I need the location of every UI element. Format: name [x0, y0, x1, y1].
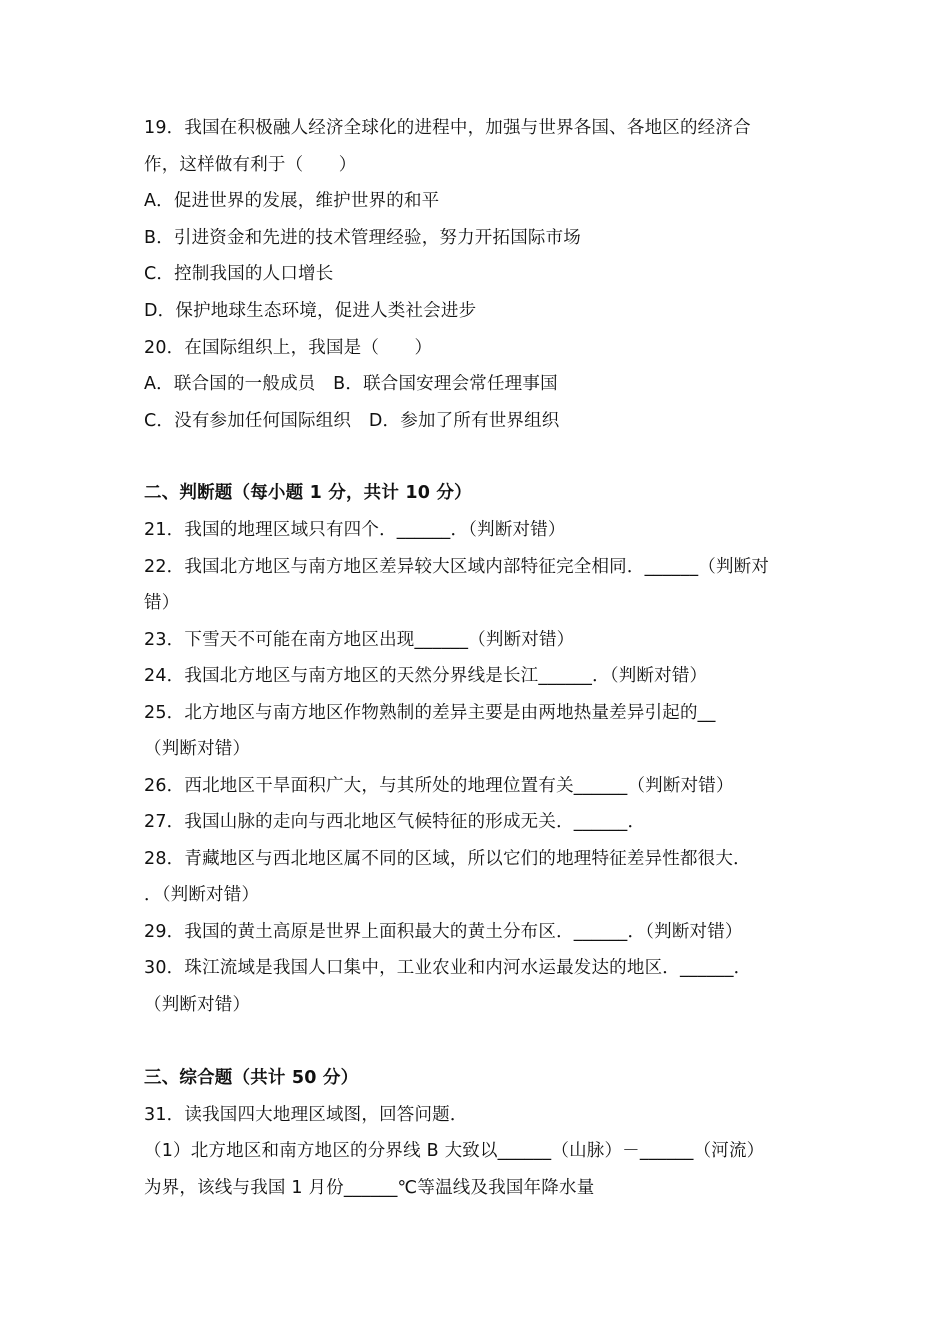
question-24: 24．我国北方地区与南方地区的天然分界线是长江______．（判断对错） [144, 666, 708, 686]
question-20-stem: 20．在国际组织上，我国是（ ） [144, 338, 433, 358]
question-29: 29．我国的黄土高原是世界上面积最大的黄土分布区．______．（判断对错） [144, 922, 743, 942]
question-31-stem: 31．读我国四大地理区域图，回答问题． [144, 1105, 468, 1125]
question-31-part-1-line-2: 为界，该线与我国 1 月份______℃等温线及我国年降水量 [144, 1178, 595, 1198]
question-25-line-1: 25．北方地区与南方地区作物熟制的差异主要是由两地热量差异引起的__ [144, 703, 716, 723]
section-3-heading: 三、综合题（共计 50 分） [144, 1068, 359, 1088]
question-30-line-2: （判断对错） [144, 995, 251, 1015]
question-21: 21．我国的地理区域只有四个．______．（判断对错） [144, 520, 566, 540]
section-2-heading: 二、判断题（每小题 1 分，共计 10 分） [144, 483, 472, 503]
question-25-line-2: （判断对错） [144, 739, 251, 759]
question-23: 23．下雪天不可能在南方地区出现______（判断对错） [144, 630, 575, 650]
question-19-option-b: B．引进资金和先进的技术管理经验，努力开拓国际市场 [144, 228, 582, 248]
question-22-line-2: 错） [144, 593, 180, 613]
question-30-line-1: 30．珠江流域是我国人口集中，工业农业和内河水运最发达的地区．______． [144, 958, 752, 978]
question-20-options-ab: A．联合国的一般成员 B．联合国安理会常任理事国 [144, 374, 558, 394]
question-19-option-c: C．控制我国的人口增长 [144, 264, 334, 284]
question-22-line-1: 22．我国北方地区与南方地区差异较大区域内部特征完全相同．______（判断对 [144, 557, 770, 577]
question-19-option-d: D．保护地球生态环境，促进人类社会进步 [144, 301, 477, 321]
question-28-line-1: 28．青藏地区与西北地区属不同的区域，所以它们的地理特征差异性都很大． [144, 849, 751, 869]
question-19-option-a: A．促进世界的发展，维护世界的和平 [144, 191, 440, 211]
question-19-stem-line-2: 作，这样做有利于（ ） [144, 155, 357, 175]
question-28-line-2: ．（判断对错） [144, 885, 260, 905]
question-20-options-cd: C．没有参加任何国际组织 D．参加了所有世界组织 [144, 411, 560, 431]
question-27: 27．我国山脉的走向与西北地区气候特征的形成无关．______． [144, 812, 646, 832]
question-19-stem-line-1: 19．我国在积极融人经济全球化的进程中，加强与世界各国、各地区的经济合 [144, 118, 751, 138]
question-26: 26．西北地区干旱面积广大，与其所处的地理位置有关______（判断对错） [144, 776, 734, 796]
question-31-part-1-line-1: （1）北方地区和南方地区的分界线 B 大致以______（山脉）－______（河流） [144, 1141, 765, 1161]
